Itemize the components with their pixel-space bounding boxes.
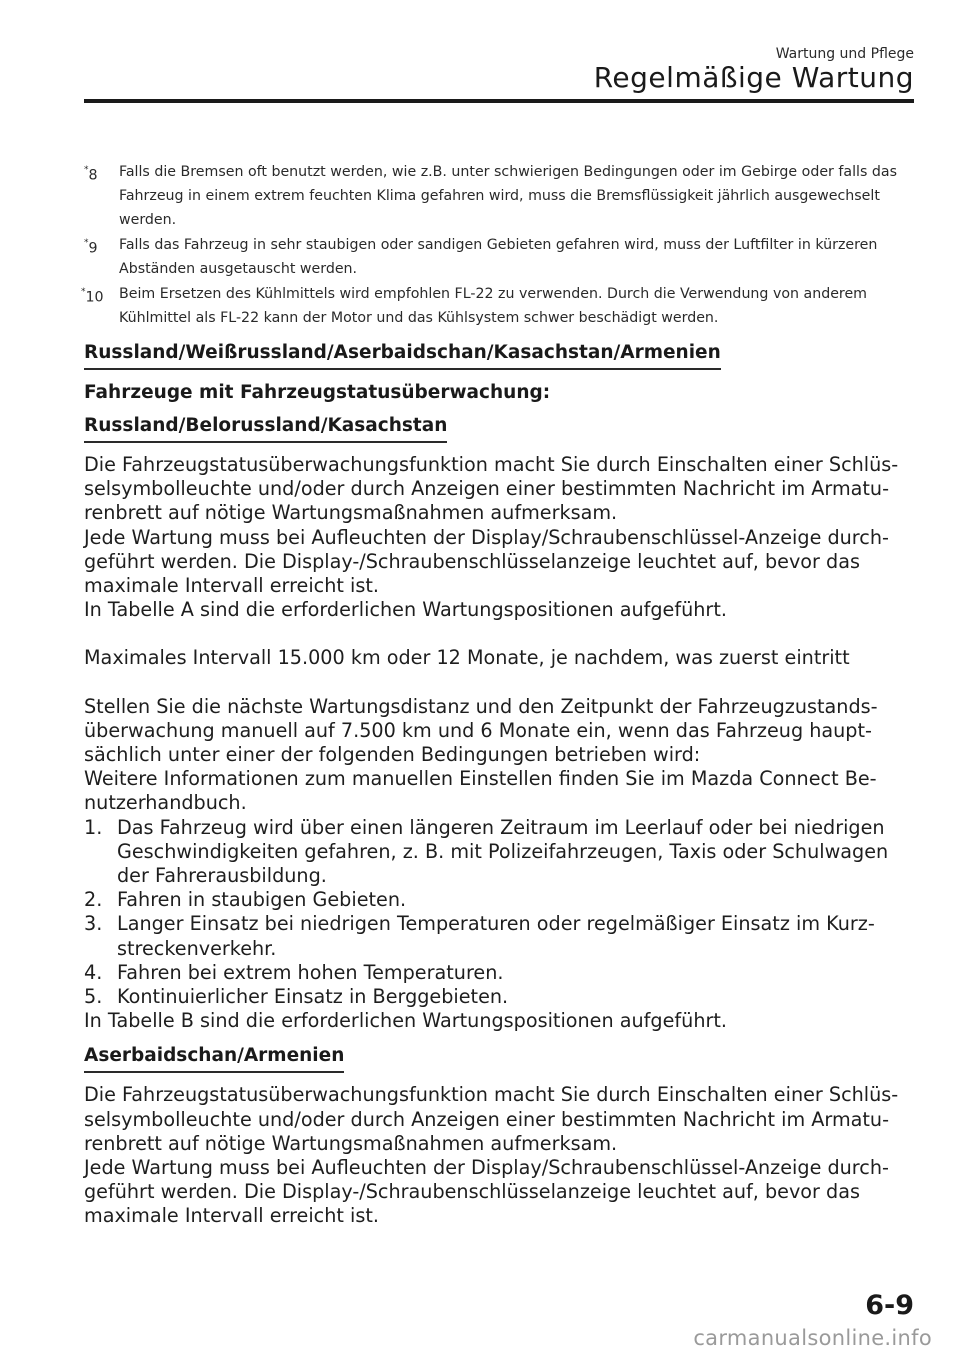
section-heading-russia: Russland/Belorussland/Kasachstan	[84, 415, 447, 443]
footnote-9	[84, 233, 914, 281]
paragraph: Die Fahrzeugstatusüberwachungsfunktion macht Sie durch Einschalten einer Schlüsselsymbolleuchte und/oder durch Anzeigen einer bestimmten Nachricht im Armaturenbrett auf nötige Wartungsmaßnahmen aufmerksam.	[84, 1083, 899, 1155]
footnote-text: Beim Ersetzen des Kühlmittels wird empfohlen FL-22 zu verwenden. Durch die Verwendung von anderem Kühlmittel als FL-22 kann der Motor und das Kühlsystem schwer beschädigt werden.	[119, 286, 868, 326]
section-label: Wartung und Pflege	[775, 46, 914, 62]
header-rule	[84, 99, 914, 103]
footnote-marker: *10	[81, 287, 104, 306]
page-header	[84, 44, 914, 104]
list-item: 4. Fahren bei extrem hohen Temperaturen.	[84, 960, 504, 984]
paragraph: Stellen Sie die nächste Wartungsdistanz und den Zeitpunkt der Fahrzeugzustandsüberwachung manuell auf 7.500 km und 6 Monate ein, wenn das Fahrzeug hauptsächlich unter einer der folgenden Bedingungen betrieben wird:	[84, 694, 878, 767]
list-item: 5. Kontinuierlicher Einsatz in Berggebieten.	[84, 985, 509, 1009]
watermark: carmanualsonline.info	[693, 1326, 932, 1350]
chapter-title: Regelmäßige Wartung	[593, 61, 914, 94]
paragraph: In Tabelle B sind die erforderlichen Wartungspositionen aufgeführt.	[84, 1009, 727, 1033]
footnote-8	[84, 160, 914, 232]
page-content	[81, 160, 914, 1229]
footnote-text: Falls die Bremsen oft benutzt werden, wie z.B. unter schwierigen Bedingungen oder im Gebirge oder falls das Fahrzeug in einem extrem feuchten Klima gefahren wird, muss die Bremsflüssigkeit jährlich ausgewechselt werden.	[119, 164, 897, 228]
section-heading-azerbaijan: Aserbaidschan/Armenien	[84, 1045, 344, 1073]
list-item: 1. Das Fahrzeug wird über einen längeren Zeitraum im Leerlauf oder bei niedrigen Geschwindigkeiten gefahren, z. B. mit Polizeifahrzeugen, Taxis oder Schulwagen der Fahrerausbildung.	[84, 815, 889, 888]
paragraph: Jede Wartung muss bei Aufleuchten der Display/Schraubenschlüssel-Anzeige durchgeführt werden. Die Display-/Schraubenschlüsselanzeige leuchtet auf, bevor das maximale Intervall erreicht ist.	[84, 525, 889, 598]
paragraph: Weitere Informationen zum manuellen Einstellen finden Sie im Mazda Connect Benutzerhandbuch.	[84, 767, 877, 815]
list-item: 3. Langer Einsatz bei niedrigen Temperaturen oder regelmäßiger Einsatz im Kurzstreckenverkehr.	[84, 912, 875, 960]
conditions-list	[84, 816, 914, 1010]
list-item: 2. Fahren in staubigen Gebieten.	[84, 888, 407, 912]
footnote-marker: *8	[84, 165, 98, 184]
max-interval-text: Maximales Intervall 15.000 km oder 12 Monate, je nachdem, was zuerst eintritt	[84, 646, 850, 670]
paragraph: In Tabelle A sind die erforderlichen Wartungspositionen aufgeführt.	[84, 598, 727, 622]
vehicle-status-subheading: Fahrzeuge mit Fahrzeugstatusüberwachung:	[84, 382, 551, 403]
footnote-text: Falls das Fahrzeug in sehr staubigen oder sandigen Gebieten gefahren wird, muss der Luftfilter in kürzeren Abständen ausgetauscht werden.	[119, 237, 878, 277]
footnote-10	[81, 282, 914, 330]
paragraph: Die Fahrzeugstatusüberwachungsfunktion macht Sie durch Einschalten einer Schlüsselsymbolleuchte und/oder durch Anzeigen einer bestimmten Nachricht im Armaturenbrett auf nötige Wartungsmaßnahmen aufmerksam.	[84, 453, 899, 525]
footnote-marker: *9	[84, 238, 98, 257]
page-number: 6-9	[865, 1290, 914, 1321]
paragraph: Jede Wartung muss bei Aufleuchten der Display/Schraubenschlüssel-Anzeige durchgeführt werden. Die Display-/Schraubenschlüsselanzeige leuchtet auf, bevor das maximale Intervall erreicht ist.	[84, 1156, 889, 1228]
region-heading: Russland/Weißrussland/Aserbaidschan/Kasachstan/Armenien	[84, 342, 721, 370]
